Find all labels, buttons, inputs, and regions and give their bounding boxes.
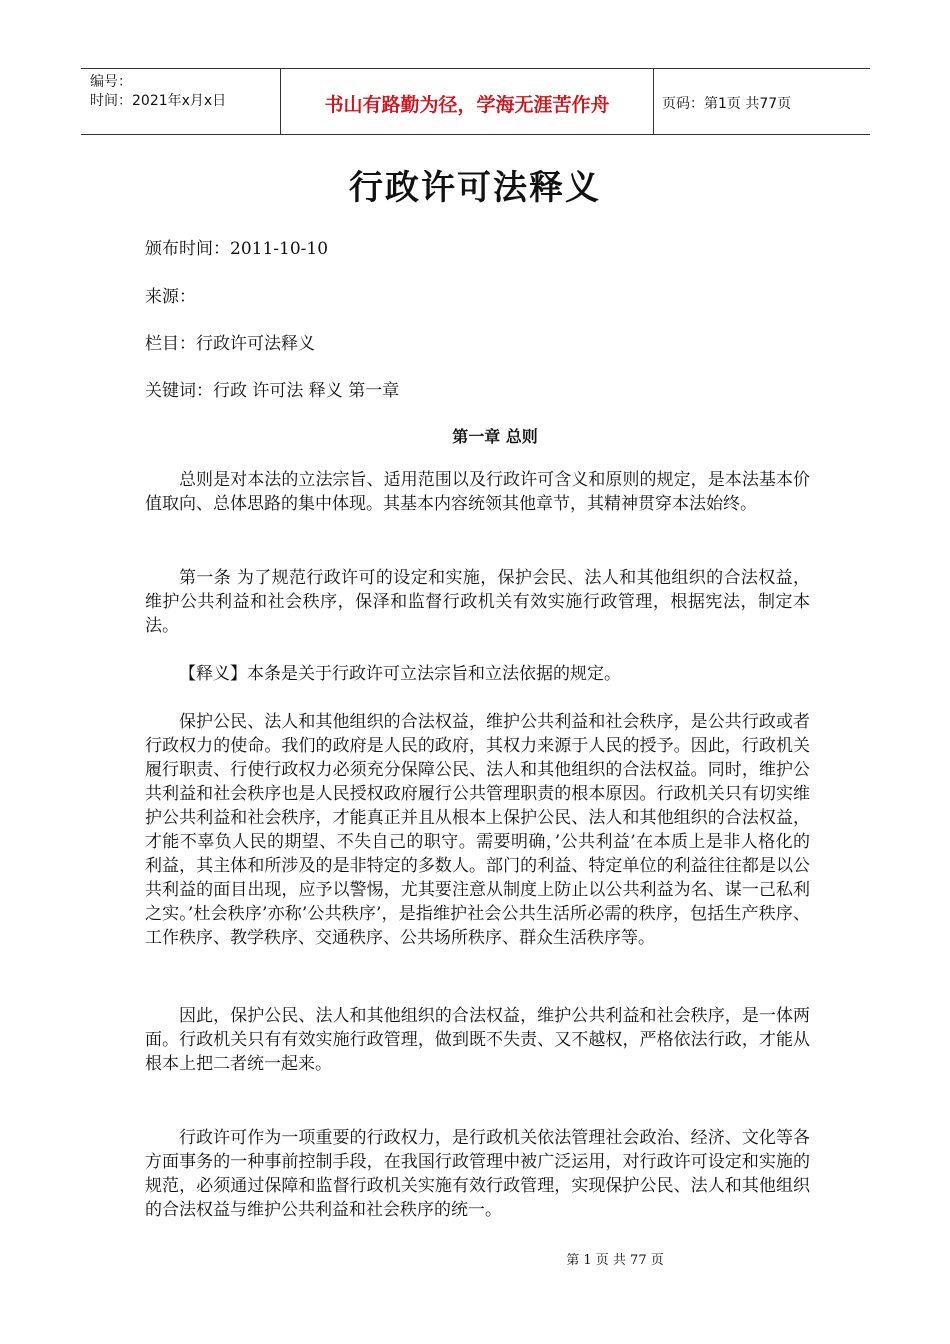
page-info-cell [654,69,870,134]
header-info-cell [81,69,281,134]
paragraph: 总则是对本法的立法宗旨、适用范围以及行政许可含义和原则的规定，是本法基本价值取向、总体思路的集中体现。其基本内容统领其他章节，其精神贯穿本法始终。 [145,470,810,514]
column-label: 栏目：行政许可法释义 [145,334,315,354]
serial-number-label: 编号： [90,74,132,90]
motto-text: 书山有路勤为径，学海无涯苦作舟 [324,94,610,116]
paragraph: 因此，保护公民、法人和其他组织的合法权益，维护公共利益和社会秩序，是一体两面。行政机关只有有效实施行政管理，做到既不失责、又不越权，严格依法行政，才能从根本上把二者统一起来。 [145,1006,810,1074]
keywords-label: 关键词：行政 许可法 释义 第一章 [145,381,400,401]
publish-time: 颁布时间：2011-10-10 [145,239,329,259]
paragraph: 保护公民、法人和其他组织的合法权益，维护公共利益和社会秩序，是公共行政或者行政权力的使命。我们的政府是人民的政府，其权力来源于人民的授予。因此，行政机关履行职责、行使行政权力必须充分保障公民、法人和其他组织的合法权益。同时，维护公共利益和社会秩序也是人民授权政府履行公共管理职责的根本原因。行政机关只有切实维护公共利益和社会秩序，才能真正并且从根本上保护公民、法人和其他组织的合法权益，才能不辜负人民的期望、不失自己的职守。需要明确，’公共利益’在本质上是非人格化的利益，其主体和所涉及的是非特定的多数人。部门的利益、特定单位的利益往往都是以公共利益的面目出现，应予以警惕，尤其要注意从制度上防止以公共利益为名、谋一己私利之实。’杜会秩序’亦称’公共秩序’，是指维护社会公共生活所必需的秩序，包括生产秩序、工作秩序、教学秩序、交通秩序、公共场所秩序、群众生活秩序等。 [145,712,810,948]
paragraph: 第一条 为了规范行政许可的设定和实施，保护会民、法人和其他组织的合法权益，维护公共利益和社会秩序，保泽和监督行政机关有效实施行政管理，根据宪法，制定本法。 [145,568,810,636]
paragraph: 行政许可作为一项重要的行政权力，是行政机关依法管理社会政治、经济、文化等各方面事务的一种事前控制手段，在我国行政管理中被广泛运用，对行政许可设定和实施的规范，必须通过保障和监督行政机关实施有效行政管理，实现保护公民、法人和其他组织的合法权益与维护公共利益和社会秩序的统一。 [145,1128,810,1220]
paragraph: 【释义】本条是关于行政许可立法宗旨和立法依据的规定。 [179,664,621,684]
time-label: 时间：2021年x月x日 [90,93,227,109]
document-title: 行政许可法释义 [349,168,601,208]
page-info-text: 页码：第1页 共77页 [662,96,792,112]
source-label: 来源： [145,287,196,307]
motto-cell [281,69,654,134]
header-table [81,68,870,135]
chapter-title: 第一章 总则 [452,427,538,446]
page-footer: 第 1 页 共 77 页 [566,1253,664,1268]
